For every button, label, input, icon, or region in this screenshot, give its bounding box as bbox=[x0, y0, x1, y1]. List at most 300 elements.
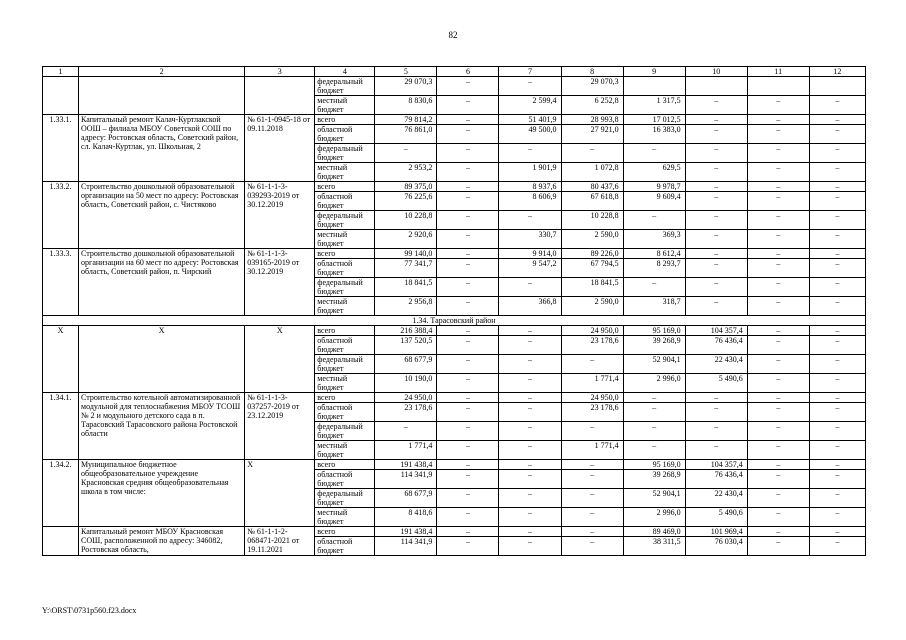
amount-cell: – bbox=[685, 211, 747, 230]
amount-cell: – bbox=[809, 355, 865, 374]
amount-cell: 2 956,8 bbox=[375, 297, 437, 316]
amount-cell bbox=[809, 77, 865, 96]
amount-cell: – bbox=[809, 393, 865, 403]
amount-cell: – bbox=[437, 393, 499, 403]
amount-cell: – bbox=[623, 422, 685, 441]
amount-cell: – bbox=[809, 508, 865, 527]
amount-cell: – bbox=[561, 460, 623, 470]
amount-cell: 17 012,5 bbox=[623, 115, 685, 125]
amount-cell: – bbox=[747, 489, 809, 508]
amount-cell: – bbox=[685, 259, 747, 278]
amount-cell: 52 904,1 bbox=[623, 489, 685, 508]
amount-cell: 76 861,0 bbox=[375, 125, 437, 144]
amount-cell: – bbox=[499, 422, 561, 441]
amount-cell: – bbox=[561, 355, 623, 374]
budget-source: областной бюджет bbox=[315, 537, 375, 556]
budget-source: областной бюджет bbox=[315, 403, 375, 422]
table-row bbox=[43, 77, 866, 96]
amount-cell: – bbox=[437, 115, 499, 125]
budget-source: местный бюджет bbox=[315, 163, 375, 182]
amount-cell: – bbox=[809, 374, 865, 393]
row-number bbox=[43, 527, 79, 556]
amount-cell: – bbox=[437, 77, 499, 96]
amount-cell: – bbox=[623, 393, 685, 403]
row-number bbox=[43, 77, 79, 115]
object-name: Х bbox=[79, 326, 245, 393]
table-row bbox=[43, 460, 866, 470]
amount-cell: – bbox=[499, 77, 561, 96]
amount-cell: 76 436,4 bbox=[685, 470, 747, 489]
amount-cell: – bbox=[437, 508, 499, 527]
amount-cell: – bbox=[809, 211, 865, 230]
amount-cell: 95 169,0 bbox=[623, 460, 685, 470]
budget-source: федеральный бюджет bbox=[315, 355, 375, 374]
amount-cell: – bbox=[809, 326, 865, 336]
amount-cell: – bbox=[685, 441, 747, 460]
amount-cell: – bbox=[809, 115, 865, 125]
amount-cell: – bbox=[437, 144, 499, 163]
amount-cell: 318,7 bbox=[623, 297, 685, 316]
amount-cell: – bbox=[623, 144, 685, 163]
amount-cell: – bbox=[685, 278, 747, 297]
amount-cell: – bbox=[747, 508, 809, 527]
amount-cell: – bbox=[499, 326, 561, 336]
amount-cell: – bbox=[809, 422, 865, 441]
column-header: 3 bbox=[245, 67, 315, 77]
amount-cell: 18 841,5 bbox=[375, 278, 437, 297]
budget-source: федеральный бюджет bbox=[315, 77, 375, 96]
amount-cell: – bbox=[809, 489, 865, 508]
column-header: 5 bbox=[375, 67, 437, 77]
budget-source: всего bbox=[315, 527, 375, 537]
amount-cell: – bbox=[809, 144, 865, 163]
table-row bbox=[43, 527, 866, 537]
amount-cell: 23 178,6 bbox=[561, 403, 623, 422]
amount-cell: – bbox=[437, 163, 499, 182]
column-header: 4 bbox=[315, 67, 375, 77]
table-row bbox=[43, 249, 866, 259]
amount-cell: – bbox=[809, 297, 865, 316]
amount-cell: 2 953,2 bbox=[375, 163, 437, 182]
amount-cell: – bbox=[561, 470, 623, 489]
amount-cell: – bbox=[437, 441, 499, 460]
amount-cell: 101 969,4 bbox=[685, 527, 747, 537]
amount-cell bbox=[685, 77, 747, 96]
amount-cell: – bbox=[747, 326, 809, 336]
budget-source: всего bbox=[315, 393, 375, 403]
table-row bbox=[43, 182, 866, 192]
amount-cell: 27 921,0 bbox=[561, 125, 623, 144]
amount-cell: 8 830,6 bbox=[375, 96, 437, 115]
amount-cell: – bbox=[809, 96, 865, 115]
amount-cell: 76 225,6 bbox=[375, 192, 437, 211]
amount-cell: 39 268,9 bbox=[623, 336, 685, 355]
amount-cell: 77 341,7 bbox=[375, 259, 437, 278]
amount-cell: 2 996,0 bbox=[623, 374, 685, 393]
amount-cell: – bbox=[747, 527, 809, 537]
amount-cell: – bbox=[499, 336, 561, 355]
column-header: 7 bbox=[499, 67, 561, 77]
amount-cell: – bbox=[375, 422, 437, 441]
amount-cell: 23 178,6 bbox=[561, 336, 623, 355]
amount-cell: 89 375,0 bbox=[375, 182, 437, 192]
amount-cell: – bbox=[809, 403, 865, 422]
section-heading: 1.34. Тарасовский район bbox=[43, 316, 866, 326]
amount-cell: – bbox=[437, 192, 499, 211]
amount-cell: 5 490,6 bbox=[685, 508, 747, 527]
document-number: № 61-1-1-3-039165-2019 от 30.12.2019 bbox=[245, 249, 315, 316]
amount-cell: 5 490,6 bbox=[685, 374, 747, 393]
budget-source: областной бюджет bbox=[315, 470, 375, 489]
budget-source: федеральный бюджет bbox=[315, 422, 375, 441]
amount-cell: – bbox=[685, 422, 747, 441]
amount-cell: – bbox=[809, 249, 865, 259]
amount-cell: – bbox=[499, 211, 561, 230]
amount-cell: – bbox=[747, 96, 809, 115]
file-path: Y:\ORST\0731p560.f23.docx bbox=[42, 606, 137, 615]
amount-cell: 629,5 bbox=[623, 163, 685, 182]
amount-cell: 79 814,2 bbox=[375, 115, 437, 125]
budget-table bbox=[42, 66, 866, 556]
amount-cell: – bbox=[437, 537, 499, 556]
amount-cell: 2 590,0 bbox=[561, 297, 623, 316]
amount-cell: – bbox=[747, 537, 809, 556]
amount-cell bbox=[747, 77, 809, 96]
amount-cell: 9 914,0 bbox=[499, 249, 561, 259]
amount-cell: – bbox=[809, 125, 865, 144]
amount-cell: – bbox=[437, 249, 499, 259]
amount-cell: 76 436,4 bbox=[685, 336, 747, 355]
amount-cell: – bbox=[623, 441, 685, 460]
amount-cell: – bbox=[747, 374, 809, 393]
column-header: 8 bbox=[561, 67, 623, 77]
amount-cell: 51 401,9 bbox=[499, 115, 561, 125]
amount-cell: 2 996,0 bbox=[623, 508, 685, 527]
object-name: Строительство дошкольной образовательной организации на 60 мест по адресу: Ростовская область, Советский район, п. Чирский bbox=[79, 249, 245, 316]
amount-cell: 104 357,4 bbox=[685, 326, 747, 336]
amount-cell: – bbox=[499, 470, 561, 489]
amount-cell: – bbox=[747, 192, 809, 211]
row-number: 1.33.2. bbox=[43, 182, 79, 249]
budget-source: федеральный бюджет bbox=[315, 211, 375, 230]
amount-cell: 76 030,4 bbox=[685, 537, 747, 556]
amount-cell: – bbox=[685, 192, 747, 211]
amount-cell: – bbox=[685, 297, 747, 316]
column-header: 1 bbox=[43, 67, 79, 77]
amount-cell: 39 268,9 bbox=[623, 470, 685, 489]
amount-cell: – bbox=[437, 230, 499, 249]
column-header: 6 bbox=[437, 67, 499, 77]
amount-cell: 99 140,0 bbox=[375, 249, 437, 259]
amount-cell: 191 438,4 bbox=[375, 527, 437, 537]
amount-cell: – bbox=[499, 489, 561, 508]
amount-cell: – bbox=[561, 508, 623, 527]
amount-cell: – bbox=[561, 489, 623, 508]
amount-cell: 22 430,4 bbox=[685, 489, 747, 508]
amount-cell: – bbox=[499, 393, 561, 403]
amount-cell: – bbox=[809, 527, 865, 537]
amount-cell: 1 901,9 bbox=[499, 163, 561, 182]
amount-cell: – bbox=[499, 460, 561, 470]
amount-cell: 68 677,9 bbox=[375, 355, 437, 374]
amount-cell: – bbox=[747, 460, 809, 470]
budget-source: местный бюджет bbox=[315, 230, 375, 249]
amount-cell: 16 383,0 bbox=[623, 125, 685, 144]
amount-cell: 95 169,0 bbox=[623, 326, 685, 336]
amount-cell: 68 677,9 bbox=[375, 489, 437, 508]
amount-cell: – bbox=[747, 393, 809, 403]
budget-source: местный бюджет bbox=[315, 297, 375, 316]
amount-cell: – bbox=[561, 527, 623, 537]
row-number: 1.34.1. bbox=[43, 393, 79, 460]
amount-cell: – bbox=[437, 278, 499, 297]
budget-source: всего bbox=[315, 460, 375, 470]
amount-cell: – bbox=[747, 211, 809, 230]
column-header: 11 bbox=[747, 67, 809, 77]
table-row bbox=[43, 326, 866, 336]
budget-source: областной бюджет bbox=[315, 259, 375, 278]
amount-cell: – bbox=[437, 211, 499, 230]
amount-cell: – bbox=[747, 470, 809, 489]
amount-cell: – bbox=[685, 163, 747, 182]
amount-cell: 114 341,9 bbox=[375, 470, 437, 489]
amount-cell: 2 599,4 bbox=[499, 96, 561, 115]
amount-cell: – bbox=[437, 326, 499, 336]
amount-cell: 23 178,6 bbox=[375, 403, 437, 422]
amount-cell: 191 438,4 bbox=[375, 460, 437, 470]
row-number: 1.33.3. bbox=[43, 249, 79, 316]
amount-cell: 1 072,8 bbox=[561, 163, 623, 182]
amount-cell: 104 357,4 bbox=[685, 460, 747, 470]
amount-cell: – bbox=[809, 460, 865, 470]
amount-cell: 89 226,0 bbox=[561, 249, 623, 259]
object-name: Строительство котельной автоматизированной модульной для теплоснабжения МБОУ ТСОШ № 2 и модульного детского сада в п. Тарасовский Тарасовского района Ростовской области bbox=[79, 393, 245, 460]
amount-cell: – bbox=[437, 259, 499, 278]
budget-source: федеральный бюджет bbox=[315, 144, 375, 163]
amount-cell: – bbox=[499, 374, 561, 393]
amount-cell: – bbox=[623, 403, 685, 422]
amount-cell: 67 618,8 bbox=[561, 192, 623, 211]
budget-source: местный бюджет bbox=[315, 96, 375, 115]
amount-cell: 8 612,4 bbox=[623, 249, 685, 259]
budget-source: федеральный бюджет bbox=[315, 489, 375, 508]
amount-cell: 9 547,2 bbox=[499, 259, 561, 278]
amount-cell: – bbox=[561, 422, 623, 441]
amount-cell: 24 950,0 bbox=[561, 326, 623, 336]
budget-source: местный бюджет bbox=[315, 508, 375, 527]
amount-cell: 24 950,0 bbox=[561, 393, 623, 403]
amount-cell: 29 070,3 bbox=[561, 77, 623, 96]
amount-cell: – bbox=[747, 336, 809, 355]
amount-cell: 28 993,8 bbox=[561, 115, 623, 125]
document-number: № 61-1-1-2-068471-2021 от 19.11.2021 bbox=[245, 527, 315, 556]
budget-source: всего bbox=[315, 182, 375, 192]
amount-cell: – bbox=[809, 336, 865, 355]
amount-cell: 24 950,0 bbox=[375, 393, 437, 403]
amount-cell: – bbox=[685, 96, 747, 115]
amount-cell: – bbox=[809, 192, 865, 211]
budget-source: местный бюджет bbox=[315, 441, 375, 460]
amount-cell: – bbox=[499, 508, 561, 527]
amount-cell: – bbox=[809, 441, 865, 460]
amount-cell: 6 252,8 bbox=[561, 96, 623, 115]
amount-cell: 8 606,9 bbox=[499, 192, 561, 211]
row-number: 1.33.1. bbox=[43, 115, 79, 182]
amount-cell: – bbox=[437, 96, 499, 115]
amount-cell: 89 469,0 bbox=[623, 527, 685, 537]
object-name: Капитальный ремонт МБОУ Красновская СОШ, расположенной по адресу: 346082, Ростовская область, bbox=[79, 527, 245, 556]
amount-cell: 18 841,5 bbox=[561, 278, 623, 297]
amount-cell: 9 609,4 bbox=[623, 192, 685, 211]
amount-cell: – bbox=[437, 182, 499, 192]
amount-cell: – bbox=[685, 125, 747, 144]
row-number: 1.34.2. bbox=[43, 460, 79, 527]
amount-cell: – bbox=[747, 441, 809, 460]
amount-cell: – bbox=[685, 230, 747, 249]
budget-source: федеральный бюджет bbox=[315, 278, 375, 297]
amount-cell: – bbox=[685, 403, 747, 422]
amount-cell: – bbox=[561, 144, 623, 163]
amount-cell: – bbox=[809, 537, 865, 556]
amount-cell: – bbox=[437, 422, 499, 441]
budget-source: областной бюджет bbox=[315, 125, 375, 144]
amount-cell: 8 418,6 bbox=[375, 508, 437, 527]
amount-cell: 29 070,3 bbox=[375, 77, 437, 96]
amount-cell: 8 937,6 bbox=[499, 182, 561, 192]
amount-cell: 8 293,7 bbox=[623, 259, 685, 278]
amount-cell: – bbox=[747, 278, 809, 297]
amount-cell: – bbox=[685, 144, 747, 163]
amount-cell: – bbox=[561, 537, 623, 556]
document-number: Х bbox=[245, 460, 315, 527]
amount-cell: – bbox=[747, 115, 809, 125]
amount-cell: 369,3 bbox=[623, 230, 685, 249]
budget-source: областной бюджет bbox=[315, 336, 375, 355]
amount-cell: – bbox=[747, 422, 809, 441]
amount-cell: 22 430,4 bbox=[685, 355, 747, 374]
column-header: 10 bbox=[685, 67, 747, 77]
amount-cell: – bbox=[747, 355, 809, 374]
budget-source: всего bbox=[315, 249, 375, 259]
amount-cell: 137 520,5 bbox=[375, 336, 437, 355]
object-name: Капитальный ремонт Калач-Куртлакской ООШ – филиала МБОУ Советской СОШ по адресу: Ростовская область, Советский район, сл. Калач-Куртлак, ул. Школьная, 2 bbox=[79, 115, 245, 182]
amount-cell: – bbox=[747, 125, 809, 144]
amount-cell: – bbox=[499, 355, 561, 374]
amount-cell: – bbox=[437, 527, 499, 537]
amount-cell: 38 311,5 bbox=[623, 537, 685, 556]
amount-cell: – bbox=[499, 144, 561, 163]
amount-cell: 49 500,0 bbox=[499, 125, 561, 144]
amount-cell: – bbox=[685, 249, 747, 259]
amount-cell: – bbox=[437, 125, 499, 144]
amount-cell: 1 771,4 bbox=[561, 374, 623, 393]
amount-cell: – bbox=[747, 230, 809, 249]
amount-cell: 80 437,6 bbox=[561, 182, 623, 192]
amount-cell: – bbox=[623, 211, 685, 230]
amount-cell: 2 590,0 bbox=[561, 230, 623, 249]
amount-cell: 10 228,8 bbox=[561, 211, 623, 230]
amount-cell: 366,8 bbox=[499, 297, 561, 316]
amount-cell: – bbox=[685, 393, 747, 403]
table-row bbox=[43, 316, 866, 326]
amount-cell: – bbox=[747, 259, 809, 278]
object-name bbox=[79, 77, 245, 115]
document-number: № 61-1-1-3-037257-2019 от 23.12.2019 bbox=[245, 393, 315, 460]
amount-cell: 114 341,9 bbox=[375, 537, 437, 556]
amount-cell: – bbox=[437, 336, 499, 355]
budget-source: всего bbox=[315, 115, 375, 125]
column-header: 12 bbox=[809, 67, 865, 77]
amount-cell: 330,7 bbox=[499, 230, 561, 249]
amount-cell: – bbox=[499, 403, 561, 422]
amount-cell: – bbox=[437, 470, 499, 489]
amount-cell: – bbox=[437, 297, 499, 316]
amount-cell: – bbox=[809, 163, 865, 182]
document-number bbox=[245, 77, 315, 115]
amount-cell: – bbox=[499, 278, 561, 297]
amount-cell: – bbox=[499, 441, 561, 460]
budget-source: областной бюджет bbox=[315, 192, 375, 211]
amount-cell: – bbox=[499, 537, 561, 556]
amount-cell: 9 978,7 bbox=[623, 182, 685, 192]
document-number: Х bbox=[245, 326, 315, 393]
object-name: Строительство дошкольной образовательной организации на 50 мест по адресу: Ростовская область, Советский район, с. Чистяково bbox=[79, 182, 245, 249]
amount-cell: – bbox=[809, 470, 865, 489]
row-number: Х bbox=[43, 326, 79, 393]
amount-cell: – bbox=[747, 403, 809, 422]
amount-cell: – bbox=[685, 115, 747, 125]
object-name: Муниципальное бюджетное общеобразовательное учреждение Красновская средняя общеобразовательная школа в том числе: bbox=[79, 460, 245, 527]
table-row bbox=[43, 115, 866, 125]
amount-cell: – bbox=[747, 249, 809, 259]
amount-cell: 1 317,5 bbox=[623, 96, 685, 115]
document-number: № 61-1-0945-18 от 09.11.2018 bbox=[245, 115, 315, 182]
amount-cell: – bbox=[685, 182, 747, 192]
amount-cell: – bbox=[747, 297, 809, 316]
budget-source: местный бюджет bbox=[315, 374, 375, 393]
amount-cell: 52 904,1 bbox=[623, 355, 685, 374]
amount-cell: 67 794,5 bbox=[561, 259, 623, 278]
amount-cell: – bbox=[437, 355, 499, 374]
amount-cell bbox=[623, 77, 685, 96]
amount-cell: – bbox=[623, 278, 685, 297]
amount-cell: 10 190,0 bbox=[375, 374, 437, 393]
table-row bbox=[43, 393, 866, 403]
amount-cell: – bbox=[437, 374, 499, 393]
amount-cell: – bbox=[499, 527, 561, 537]
amount-cell: – bbox=[809, 230, 865, 249]
page-number: 82 bbox=[448, 30, 458, 40]
amount-cell: – bbox=[809, 278, 865, 297]
amount-cell: 2 920,6 bbox=[375, 230, 437, 249]
amount-cell: – bbox=[375, 144, 437, 163]
amount-cell: – bbox=[809, 182, 865, 192]
amount-cell: 216 388,4 bbox=[375, 326, 437, 336]
document-number: № 61-1-1-3-039293-2019 от 30.12.2019 bbox=[245, 182, 315, 249]
column-header: 2 bbox=[79, 67, 245, 77]
amount-cell: – bbox=[747, 163, 809, 182]
amount-cell: – bbox=[747, 144, 809, 163]
amount-cell: – bbox=[437, 489, 499, 508]
column-header: 9 bbox=[623, 67, 685, 77]
amount-cell: 1 771,4 bbox=[561, 441, 623, 460]
amount-cell: 1 771,4 bbox=[375, 441, 437, 460]
amount-cell: – bbox=[437, 403, 499, 422]
amount-cell: – bbox=[747, 182, 809, 192]
budget-source: всего bbox=[315, 326, 375, 336]
amount-cell: 10 228,8 bbox=[375, 211, 437, 230]
amount-cell: – bbox=[437, 460, 499, 470]
